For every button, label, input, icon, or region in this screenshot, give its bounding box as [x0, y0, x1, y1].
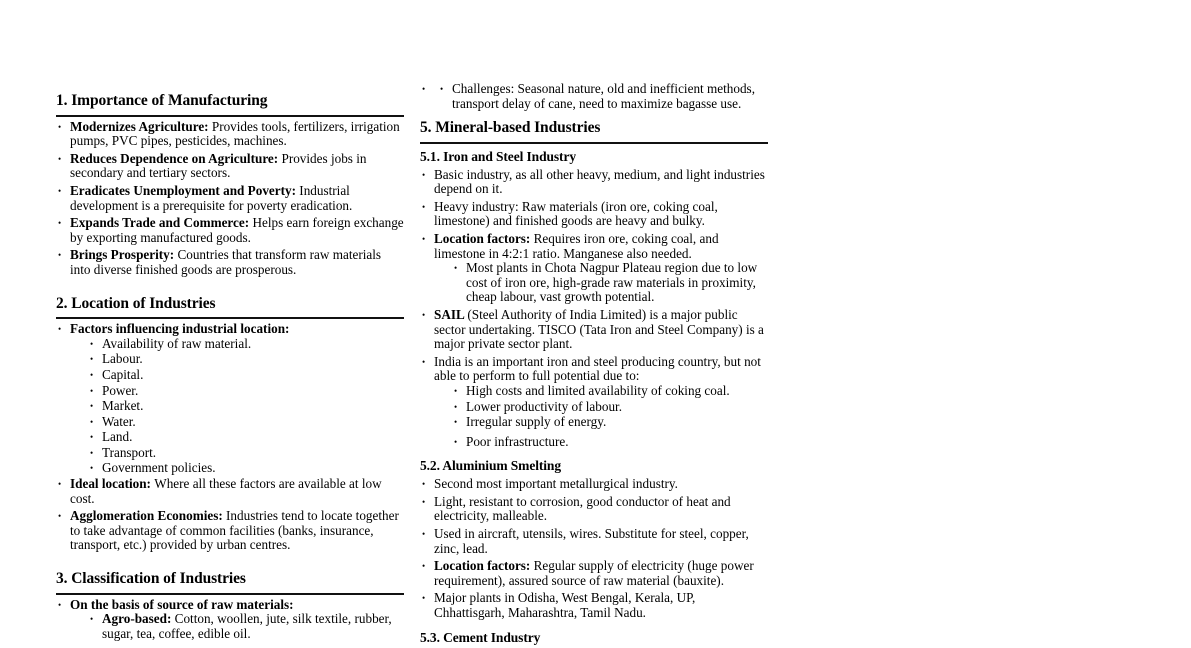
sublist-sugar-industry-challenges — [420, 82, 768, 111]
list-item-text: Industrial development is a prerequisite for poverty eradication. — [70, 182, 353, 213]
list-location-of-industries — [56, 322, 404, 553]
list-item — [420, 591, 768, 620]
list-item-text: (Steel Authority of India Limited) is a major public sector undertaking. TISCO (Tata Iron and Steel Company) is a major private sector plant. — [434, 307, 764, 352]
list-item: • • Challenges: Seasonal nature, old and inefficient methods, transport delay of cane, need to maximize bagasse use. — [438, 82, 768, 111]
list-item — [420, 527, 768, 556]
list-item-placeholder — [420, 82, 768, 111]
list-item-text: India is an important iron and steel producing country, but not able to perform to full potential due to: — [434, 353, 761, 384]
list-item-text: Second most important metallurgical industry. — [434, 476, 678, 492]
list-item-text: Industries tend to locate together to take advantage of common facilities (banks, insurance, transport, etc.) provided by urban centres. — [70, 508, 399, 553]
list-item-text: Cotton, woollen, jute, silk textile, rubber, sugar, tea, coffee, edible oil. — [102, 611, 392, 641]
list-item — [56, 322, 404, 476]
list-classification-of-industries — [56, 598, 404, 642]
list-item — [420, 495, 768, 524]
list-item-lead: Ideal location: — [70, 476, 155, 492]
list-item: • Most plants in Chota Nagpur Plateau region due to low cost of iron ore, high-grade raw materials in proximity, cheap labour, vast growth potential. — [452, 261, 768, 305]
list-item-lead: Expands Trade and Commerce: — [70, 215, 253, 231]
list-item — [420, 308, 768, 352]
list-item-lead: Eradicates Unemployment and Poverty: — [70, 182, 300, 198]
list-item-lead: SAIL — [434, 307, 468, 322]
list-item: • Government policies. — [88, 461, 404, 476]
list-item-text: Regular supply of electricity (huge power requirement), assured source of raw material (bauxite). — [434, 558, 754, 588]
sublist-source-of-raw-materials — [70, 612, 404, 641]
list-item: • Irregular supply of energy. — [452, 415, 768, 430]
list-item-text: Helps earn foreign exchange by exporting manufactured goods. — [70, 215, 404, 245]
list-item-lead: Location factors: — [434, 231, 534, 247]
list-item: • Lower productivity of labour. — [452, 400, 768, 415]
sub-heading-aluminium-smelting: 5.2. Aluminium Smelting — [420, 458, 561, 474]
list-item: • Market. — [88, 399, 404, 414]
section-heading-classification-of-industries: 3. Classification of Industries — [56, 570, 404, 595]
list-item — [420, 200, 768, 229]
list-item — [56, 216, 404, 245]
list-item-text: Countries that transform raw materials into diverse finished goods are prosperous. — [70, 247, 382, 277]
list-item: • Transport. — [88, 446, 404, 461]
list-item — [56, 509, 404, 553]
list-item-text: Provides jobs in secondary and tertiary sectors. — [70, 150, 367, 181]
list-iron-and-steel-industry — [420, 168, 768, 450]
right-column — [420, 0, 768, 648]
list-item-text: Light, resistant to corrosion, good conductor of heat and electricity, malleable. — [434, 493, 731, 524]
sublist-iron-steel-plant-locations — [434, 261, 768, 305]
list-item-lead: Factors influencing industrial location: — [70, 321, 290, 337]
list-item-text: Heavy industry: Raw materials (iron ore, coking coal, limestone) and finished goods are heavy and bulky. — [434, 198, 718, 229]
list-item — [420, 559, 768, 588]
list-item-text: Provides tools, fertilizers, irrigation pumps, PVC pipes, pesticides, machines. — [70, 118, 400, 149]
list-item-text: Major plants in Odisha, West Bengal, Kerala, UP, Chhattisgarh, Maharashtra, Tamil Nadu. — [434, 590, 696, 620]
list-item — [56, 248, 404, 277]
list-item — [420, 477, 768, 492]
list-item — [420, 168, 768, 197]
list-item: • Water. — [88, 415, 404, 430]
two-column-body — [56, 0, 768, 645]
list-item: • Land. — [88, 430, 404, 445]
list-item — [56, 152, 404, 181]
section-heading-importance-of-manufacturing: 1. Importance of Manufacturing — [56, 92, 404, 117]
list-item: • Poor infrastructure. — [452, 435, 768, 450]
section-heading-location-of-industries: 2. Location of Industries — [56, 295, 404, 320]
sublist-location-factors — [70, 337, 404, 476]
list-item — [88, 612, 404, 641]
list-item — [56, 184, 404, 213]
list-item-lead: Agglomeration Economies: — [70, 508, 227, 524]
list-item — [56, 598, 404, 642]
list-item-text: Where all these factors are available at low cost. — [70, 476, 382, 506]
list-item — [56, 120, 404, 149]
list-item: • Labour. — [88, 352, 404, 367]
list-continued-from-previous-section — [420, 82, 768, 111]
list-item: • Availability of raw material. — [88, 337, 404, 352]
sub-heading-cement-industry: 5.3. Cement Industry — [420, 629, 541, 645]
list-item-text: Basic industry, as all other heavy, medium, and light industries depend on it. — [434, 166, 765, 197]
sub-heading-iron-and-steel-industry: 5.1. Iron and Steel Industry — [420, 148, 576, 164]
list-item-lead: Brings Prosperity: — [70, 247, 178, 263]
sublist-iron-steel-limitations — [434, 384, 768, 449]
list-aluminium-smelting — [420, 477, 768, 620]
list-item: • High costs and limited availability of coking coal. — [452, 384, 768, 399]
list-item-lead: Agro-based: — [102, 611, 175, 627]
list-item-text: Requires iron ore, coking coal, and limestone in 4:2:1 ratio. Manganese also needed. — [434, 231, 719, 261]
list-item-lead: On the basis of source of raw materials: — [70, 596, 294, 612]
list-item-lead: Location factors: — [434, 558, 534, 574]
list-item — [420, 355, 768, 450]
list-importance-of-manufacturing — [56, 120, 404, 278]
list-item-text: Used in aircraft, utensils, wires. Substitute for steel, copper, zinc, lead. — [434, 526, 749, 556]
list-item — [420, 232, 768, 305]
list-item — [56, 477, 404, 506]
list-item-lead: Reduces Dependence on Agriculture: — [70, 150, 282, 166]
list-item-lead: Modernizes Agriculture: — [70, 118, 212, 134]
list-item: • Capital. — [88, 368, 404, 383]
list-item: • Power. — [88, 384, 404, 399]
section-heading-mineral-based-industries: 5. Mineral-based Industries — [420, 119, 768, 144]
left-column — [56, 0, 404, 642]
